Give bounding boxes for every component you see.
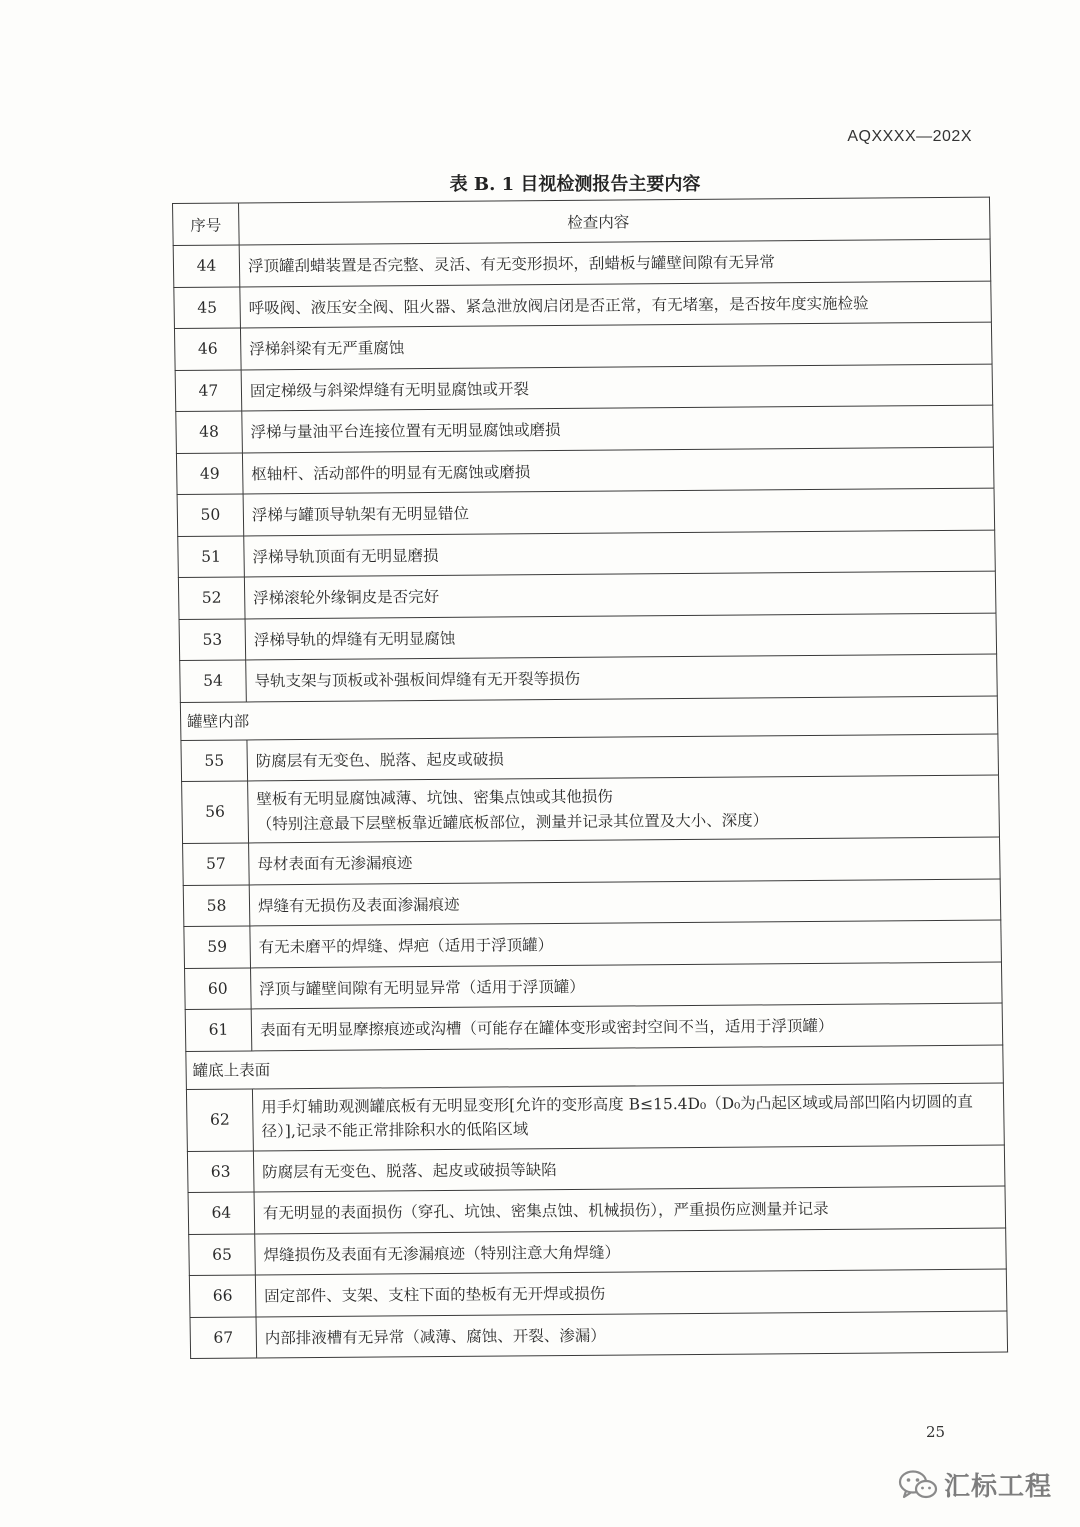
serial-number-cell: 52 (178, 577, 245, 619)
content-line: 浮梯与量油平台连接位置有无明显腐蚀或磨损 (250, 421, 561, 442)
header-inspection-content: 检查内容 (239, 197, 991, 245)
table-row (174, 281, 992, 329)
serial-number-cell: 51 (178, 535, 245, 577)
content-line: 表面有无明显摩擦痕迹或沟槽（可能存在罐体变形或密封空间不当，适用于浮顶罐） (259, 1017, 834, 1040)
content-line: 浮顶罐刮蜡装置是否完整、灵活、有无变形损坏，刮蜡板与罐壁间隙有无异常 (247, 253, 776, 276)
table-body (173, 239, 1007, 1358)
content-cell (251, 962, 1003, 1009)
content-line: 浮梯斜梁有无严重腐蚀 (249, 339, 405, 359)
serial-number-cell: 46 (174, 328, 241, 370)
table-row (190, 1311, 1008, 1359)
content-cell (254, 1186, 1006, 1233)
table-row (179, 613, 997, 661)
content-cell (242, 447, 994, 494)
table-row (173, 239, 991, 287)
section-row (180, 696, 998, 740)
table-row (180, 654, 998, 702)
watermark-text: 汇标工程 (944, 1472, 1053, 1502)
table-row (185, 962, 1003, 1010)
content-line: 防腐层有无变色、脱落、起皮或破损等缺陷 (262, 1160, 557, 1182)
section-label: 罐底上表面 (186, 1045, 1004, 1089)
content-cell (242, 405, 994, 452)
content-cell (251, 1003, 1003, 1050)
serial-number-cell: 64 (188, 1192, 255, 1234)
serial-number-cell: 49 (176, 452, 243, 494)
content-cell (247, 734, 999, 781)
table-row (181, 734, 999, 782)
content-line: 浮顶与罐壁间隙有无明显异常（适用于浮顶罐） (259, 977, 585, 999)
serial-number-cell: 48 (176, 411, 243, 453)
content-cell (240, 281, 992, 328)
content-line: 有无未磨平的焊缝、焊疤（适用于浮顶罐） (258, 936, 554, 957)
content-line: 浮梯滚轮外缘铜皮是否完好 (253, 588, 440, 608)
content-line: 防腐层有无变色、脱落、起皮或破损 (255, 750, 504, 771)
page-number: 25 (926, 1423, 946, 1441)
content-cell (239, 239, 991, 286)
content-cell (240, 322, 992, 369)
inspection-table (172, 197, 1008, 1359)
content-line: 固定梯级与斜梁焊缝有无明显腐蚀或开裂 (249, 379, 530, 401)
content-cell (246, 654, 998, 701)
content-line: 浮梯导轨的焊缝有无明显腐蚀 (253, 629, 456, 650)
content-line: 母材表面有无渗漏痕迹 (257, 854, 413, 874)
table-row (183, 837, 1001, 885)
content-cell (244, 530, 996, 577)
serial-number-cell: 50 (177, 494, 244, 536)
serial-number-cell: 62 (186, 1088, 253, 1151)
content-cell (256, 1311, 1008, 1358)
content-line: 浮梯与罐顶导轨架有无明显错位 (251, 504, 470, 525)
serial-number-cell: 53 (179, 618, 246, 660)
document-code: AQXXXX—202X (847, 128, 972, 145)
table-row (175, 364, 993, 412)
serial-number-cell: 67 (190, 1316, 257, 1358)
content-cell (253, 1145, 1005, 1192)
content-cell (249, 837, 1001, 884)
content-line: （特别注意最下层壁板靠近罐底板部位，测量并记录其位置及大小、深度） (256, 810, 769, 833)
serial-number-cell: 54 (180, 660, 247, 702)
serial-number-cell: 58 (183, 884, 250, 926)
serial-number-cell: 66 (189, 1275, 256, 1317)
content-line: 枢轴杆、活动部件的明显有无腐蚀或磨损 (251, 462, 531, 484)
content-cell (249, 879, 1001, 926)
table-row (176, 447, 994, 495)
table-row (184, 920, 1002, 968)
table-row (186, 1083, 1004, 1151)
serial-number-cell: 63 (187, 1150, 254, 1192)
content-line: 内部排液槽有无异常（减薄、腐蚀、开裂、渗漏） (264, 1326, 606, 1348)
table-row (178, 530, 996, 578)
table-header-row (173, 197, 991, 245)
serial-number-cell: 45 (174, 286, 241, 328)
content-line: 固定部件、支架、支柱下面的垫板有无开焊或损伤 (264, 1284, 606, 1306)
table-row (176, 405, 994, 453)
content-cell (252, 1083, 1004, 1151)
content-cell (245, 613, 997, 660)
table-row (178, 571, 996, 619)
serial-number-cell: 65 (189, 1233, 256, 1275)
table-row (185, 1003, 1003, 1051)
section-row (186, 1045, 1004, 1089)
content-cell (255, 1269, 1007, 1316)
table-row (189, 1228, 1007, 1276)
content-line: 呼吸阀、液压安全阀、阻火器、紧急泄放阀启闭是否正常，有无堵塞，是否按年度实施检验 (248, 294, 869, 318)
content-line: 壁板有无明显腐蚀减薄、坑蚀、密集点蚀或其他损伤 (256, 788, 614, 809)
table-row (187, 1145, 1005, 1193)
serial-number-cell: 44 (173, 245, 240, 287)
table-row (182, 775, 1000, 843)
serial-number-cell: 57 (183, 843, 250, 885)
header-serial-number: 序号 (173, 203, 240, 246)
content-line: 导轨支架与顶板或补强板间焊缝有无开裂等损伤 (254, 670, 581, 691)
content-line: 焊缝有无损伤及表面渗漏痕迹 (257, 895, 460, 916)
watermark (898, 1466, 1052, 1503)
content-cell (243, 488, 995, 535)
section-label: 罐壁内部 (180, 696, 998, 740)
content-line: 用手灯辅助观测罐底板有无明显变形[允许的变形高度 B≤15.4D₀（D₀为凸起区域或局部凹陷内切圆的直 (261, 1092, 973, 1117)
content-cell (241, 364, 993, 411)
table-title: 表 B. 1 目视检测报告主要内容 (449, 174, 701, 195)
content-line: 有无明显的表面损伤（穿孔、坑蚀、密集点蚀、机械损伤），严重损伤应测量并记录 (262, 1200, 829, 1223)
content-cell (250, 920, 1002, 967)
content-cell (248, 775, 1000, 843)
content-cell (255, 1228, 1007, 1275)
serial-number-cell: 47 (175, 369, 242, 411)
content-line: 径）],记录不能正常排除积水的低陷区域 (261, 1120, 529, 1141)
serial-number-cell: 60 (185, 967, 252, 1009)
serial-number-cell: 56 (182, 781, 249, 844)
wechat-icon (898, 1469, 938, 1501)
content-line: 浮梯导轨顶面有无明显磨损 (252, 546, 439, 567)
table-row (188, 1186, 1006, 1234)
table-row (189, 1269, 1007, 1317)
serial-number-cell: 55 (181, 739, 248, 781)
serial-number-cell: 59 (184, 926, 251, 968)
table-row (174, 322, 992, 370)
serial-number-cell: 61 (185, 1009, 252, 1051)
table-row (183, 879, 1001, 927)
content-line: 焊缝损伤及表面有无渗漏痕迹（特别注意大角焊缝） (263, 1243, 621, 1265)
content-cell (244, 571, 996, 618)
table-row (177, 488, 995, 536)
